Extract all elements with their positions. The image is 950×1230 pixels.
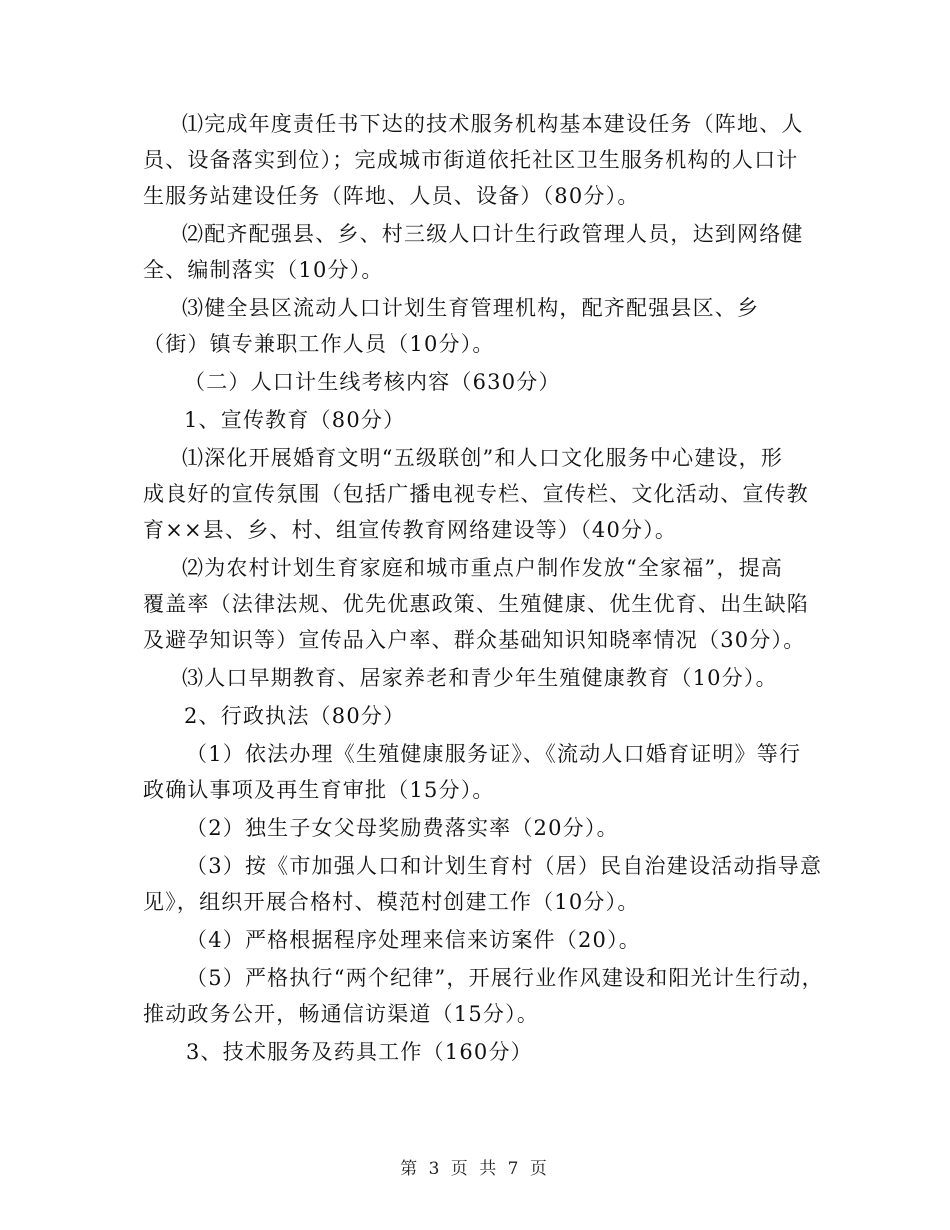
subsection-heading: 1、宣传教育（80分） <box>184 408 406 432</box>
paragraph-line: （4）严格根据程序处理来信来访案件（20）。 <box>186 928 641 952</box>
paragraph-line: 覆盖率（法律法规、优先优惠政策、生殖健康、优生优育、出生缺陷 <box>143 592 809 616</box>
paragraph-line: ⑶人口早期教育、居家养老和青少年生殖健康教育（10分）。 <box>182 666 778 690</box>
paragraph-line: 推动政务公开，畅通信访渠道（15分）。 <box>143 1002 540 1026</box>
paragraph-line: 成良好的宣传氛围（包括广播电视专栏、宣传栏、文化活动、宣传教 <box>143 482 809 506</box>
section-heading: （二）人口计生线考核内容（630分） <box>184 370 561 394</box>
paragraph-line: ⑴完成年度责任书下达的技术服务机构基本建设任务（阵地、人 <box>182 112 804 136</box>
paragraph-line: （5）严格执行“两个纪律”，开展行业作风建设和阳光计生行动， <box>186 966 824 990</box>
paragraph-line: 育××县、乡、村、组宣传教育网络建设等）（40分）。 <box>143 518 678 542</box>
subsection-heading: 3、技术服务及药具工作（160分） <box>186 1040 533 1064</box>
subsection-heading: 2、行政执法（80分） <box>184 704 406 728</box>
paragraph-line: 见》，组织开展合格村、模范村创建工作（10分）。 <box>143 890 640 914</box>
paragraph-line: （2）独生子女父母奖励费落实率（20分）。 <box>186 816 619 840</box>
paragraph-line: ⑶健全县区流动人口计划生育管理机构，配齐配强县区、乡 <box>182 296 760 320</box>
paragraph-line: 及避孕知识等）宣传品入户率、群众基础知识知晓率情况（30分）。 <box>143 628 806 652</box>
paragraph-line: ⑵为农村计划生育家庭和城市重点户制作发放“全家福”，提高 <box>182 556 784 580</box>
paragraph-line: 全、编制落实（10分）。 <box>143 258 384 282</box>
page-number-footer: 第 3 页 共 7 页 <box>400 1159 550 1179</box>
paragraph-line: 员、设备落实到位）；完成城市街道依托社区卫生服务机构的人口计 <box>143 148 799 172</box>
paragraph-line: ⑵配齐配强县、乡、村三级人口计生行政管理人员，达到网络健 <box>182 222 804 246</box>
paragraph-line: （3）按《市加强人口和计划生育村（居）民自治建设活动指导意 <box>186 854 823 878</box>
paragraph-line: 生服务站建设任务（阵地、人员、设备）（80分）。 <box>143 184 640 208</box>
paragraph-line: （1）依法办理《生殖健康服务证》、《流动人口婚育证明》等行 <box>186 742 802 766</box>
paragraph-line: 政确认事项及再生育审批（15分）。 <box>143 778 495 802</box>
paragraph-line: （街）镇专兼职工作人员（10分）。 <box>143 332 495 356</box>
paragraph-line: ⑴深化开展婚育文明“五级联创”和人口文化服务中心建设，形 <box>182 446 784 470</box>
